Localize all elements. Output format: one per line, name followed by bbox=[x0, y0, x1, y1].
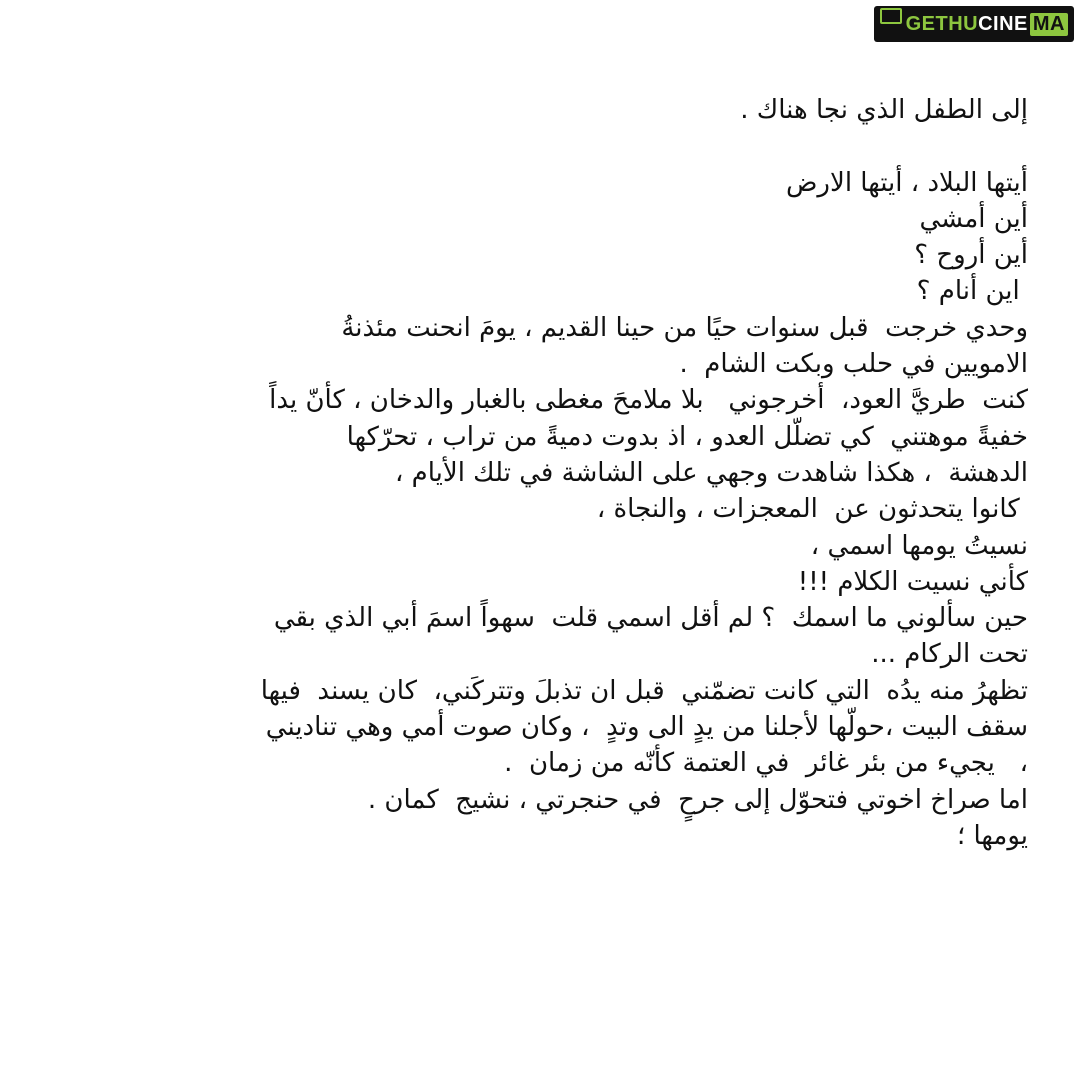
poem-line: أين أروح ؟ bbox=[914, 240, 1028, 271]
logo-text-part-2: CINE bbox=[978, 12, 1028, 35]
poem-line: يومها ؛ bbox=[956, 820, 1028, 851]
film-camera-icon bbox=[880, 8, 902, 24]
poem-line: كأني نسيت الكلام !!! bbox=[797, 566, 1028, 597]
poem-line: كانوا يتحدثون عن المعجزات ، والنجاة ، bbox=[596, 494, 1028, 525]
poem-line: سقف البيت ،حولّها لأجلنا من يدٍ الى وتدٍ ، وكان صوت أمي وهي تناديني bbox=[265, 712, 1028, 743]
logo-text-part-1: GETHU bbox=[905, 12, 979, 35]
poem-line bbox=[38, 128, 1028, 164]
poem-line: ، يجيء من بئر غائر في العتمة كأنّه من زمان . bbox=[504, 748, 1028, 779]
poem-body bbox=[38, 92, 1028, 854]
poem-line: إلى الطفل الذي نجا هناك . bbox=[740, 95, 1028, 125]
poem-line: تحت الركام ... bbox=[871, 639, 1028, 670]
poem-line: كنت طريَّ العود، أخرجوني بلا ملامحَ مغطى بالغبار والدخان ، كأنّ يداً bbox=[269, 385, 1028, 416]
poem-line: تظهرُ منه يدُه التي كانت تضمّني قبل ان تذبلَ وتتركَني، كان يسند فيها bbox=[260, 675, 1028, 706]
poem-line: الامويين في حلب وبكت الشام . bbox=[679, 349, 1028, 380]
poem-line: وحدي خرجت قبل سنوات حيًا من حينا القديم ، يومَ انحنت مئذنةُ bbox=[341, 312, 1028, 343]
poem-line: أين أمشي bbox=[919, 203, 1028, 234]
logo-text-part-3: MA bbox=[1030, 13, 1068, 36]
poem-line: اين أنام ؟ bbox=[916, 276, 1028, 307]
poem-line: أيتها البلاد ، أيتها الارض bbox=[786, 167, 1028, 198]
poem-line: حين سألوني ما اسمك ؟ لم أقل اسمي قلت سهواً اسمَ أبي الذي بقي bbox=[273, 603, 1028, 634]
brand-logo bbox=[874, 6, 1074, 42]
poem-line: اما صراخ اخوتي فتحوّل إلى جرحٍ في حنجرتي ، نشيج كمان . bbox=[367, 784, 1028, 815]
poem-line: خفيةً موهتني كي تضلّل العدو ، اذ بدوت دميةً من تراب ، تحرّكها bbox=[346, 421, 1028, 452]
poem-line: نسيتُ يومها اسمي ، bbox=[810, 530, 1028, 561]
poem-line: الدهشة ، هكذا شاهدت وجهي على الشاشة في تلك الأيام ، bbox=[394, 457, 1028, 488]
